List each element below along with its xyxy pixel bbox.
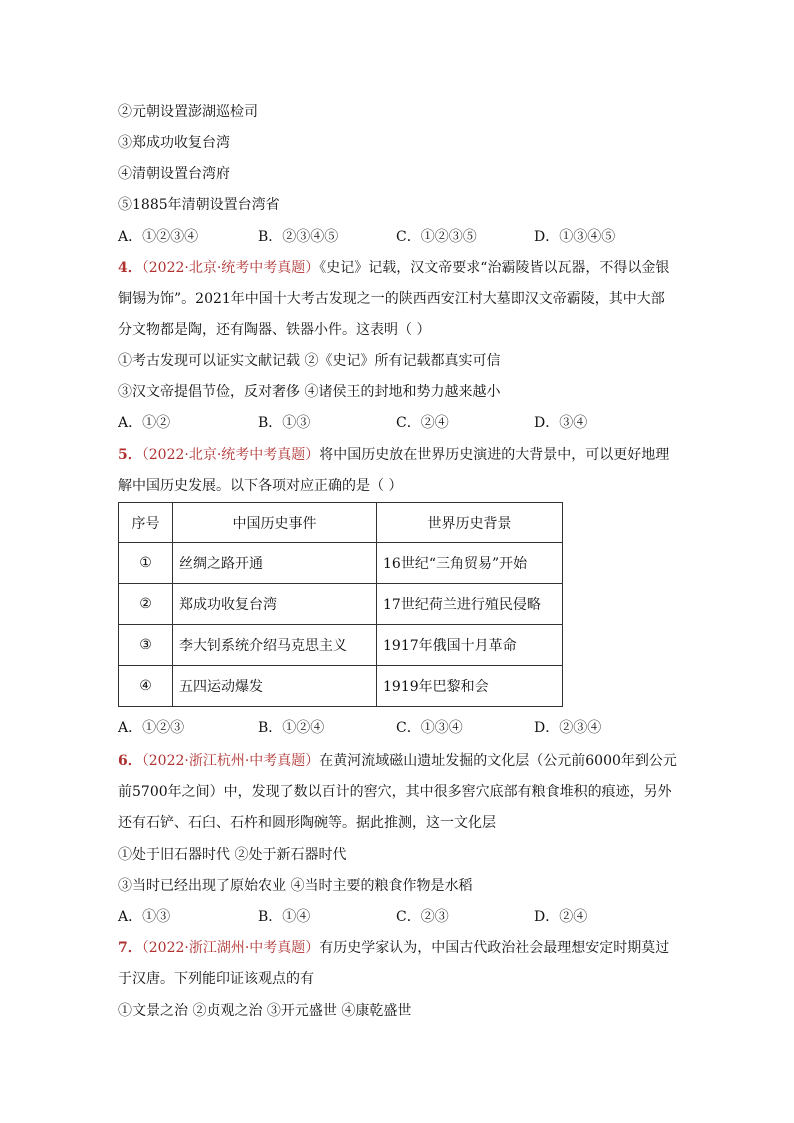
q6-items-line2: ③当时已经出现了原始农业 ④当时主要的粮食作物是水稻 [118,878,473,894]
q5-stem-line2: 解中国历史发展。以下各项对应正确的是（ ） [118,478,403,494]
q5-option-d[interactable]: D．②③④ [534,720,602,736]
q4-source: （2022·北京·统考中考真题） [141,260,320,276]
q7-items-line1: ①文景之治 ②贞观之治 ③开元盛世 ④康乾盛世 [118,1003,412,1019]
q6-number: 6． [118,753,142,769]
table-cell-index: ② [119,584,173,625]
q4-option-c[interactable]: C．②④ [396,415,449,431]
table-row [119,584,563,625]
q4-option-b[interactable]: B．①③ [258,415,311,431]
table-cell-index: ③ [119,625,173,666]
q6-option-d[interactable]: D．②④ [534,909,588,925]
q6-options [118,907,638,927]
q3-item-3: ③郑成功收复台湾 [118,135,230,151]
q4-stem-line2: 铜锡为饰”。2021年中国十大考古发现之一的陕西西安江村大墓即汉文帝霸陵，其中大部 [118,291,665,307]
q4-items-line1: ①考古发现可以证实文献记载 ②《史记》所有记载都真实可信 [118,353,501,369]
q4-stem-line3: 分文物都是陶，还有陶器、铁器小件。这表明（ ） [118,322,431,338]
q6-stem-text: 在黄河流域磁山遗址发掘的文化层（公元前6000年到公元 [319,753,677,769]
q6-stem-line3: 还有石铲、石臼、石杵和圆形陶碗等。据此推测，这一文化层 [118,815,496,831]
q4-option-d[interactable]: D．③④ [534,415,588,431]
q5-option-b[interactable]: B．①②④ [258,720,325,736]
table-cell-index: ① [119,543,173,584]
q5-number: 5． [118,447,142,463]
q6-stem-line1 [118,751,677,771]
q5-options [118,718,638,738]
q3-option-b[interactable]: B．②③④⑤ [258,229,339,245]
table-cell-china: 五四运动爆发 [173,666,377,707]
q3-item-4: ④清朝设置台湾府 [118,166,230,182]
q6-source: （2022·浙江杭州·中考真题） [141,753,320,769]
q5-option-a[interactable]: A．①②③ [118,720,185,736]
table-row [119,666,563,707]
q4-number: 4． [118,260,142,276]
q3-option-d[interactable]: D．①③④⑤ [534,229,616,245]
q4-items-line2: ③汉文帝提倡节俭，反对奢侈 ④诸侯王的封地和势力越来越小 [118,384,501,400]
q3-option-c[interactable]: C．①②③⑤ [396,229,477,245]
q4-stem-text: 《史记》记载，汉文帝要求“治霸陵皆以瓦器，不得以金银 [319,260,670,276]
q6-items-line1: ①处于旧石器时代 ②处于新石器时代 [118,847,347,863]
q7-stem-line2: 于汉唐。下列能印证该观点的有 [118,971,314,987]
table-cell-world: 1917年俄国十月革命 [377,625,563,666]
table-header-china: 中国历史事件 [173,503,377,543]
q6-option-c[interactable]: C．②③ [396,909,449,925]
q6-option-b[interactable]: B．①④ [258,909,311,925]
q7-stem-text: 有历史学家认为，中国古代政治社会最理想安定时期莫过 [319,940,670,956]
q6-option-a[interactable]: A．①③ [118,909,171,925]
table-header-world: 世界历史背景 [377,503,563,543]
table-row [119,543,563,584]
q3-item-5: ⑤1885年清朝设置台湾省 [118,197,280,213]
q6-stem-line2: 前5700年之间）中，发现了数以百计的窖穴，其中很多窖穴底部有粮食堆积的痕迹，另外 [118,784,672,800]
q5-stem-text: 将中国历史放在世界历史演进的大背景中，可以更好地理 [319,447,670,463]
q3-options [118,227,638,247]
q7-number: 7． [118,940,142,956]
q3-item-2: ②元朝设置澎湖巡检司 [118,104,258,120]
q3-option-a[interactable]: A．①②③④ [118,229,199,245]
table-row [119,625,563,666]
table-header-index: 序号 [119,503,173,543]
table-cell-world: 17世纪荷兰进行殖民侵略 [377,584,563,625]
q5-events-table [118,502,563,707]
q7-source: （2022·浙江湖州·中考真题） [141,940,320,956]
table-cell-china: 郑成功收复台湾 [173,584,377,625]
q4-stem-line1 [118,258,669,278]
table-cell-world: 16世纪“三角贸易”开始 [377,543,563,584]
table-cell-china: 李大钊系统介绍马克思主义 [173,625,377,666]
table-cell-world: 1919年巴黎和会 [377,666,563,707]
q7-stem-line1 [118,938,669,958]
q4-options [118,413,638,433]
table-cell-china: 丝绸之路开通 [173,543,377,584]
q5-source: （2022·北京·统考中考真题） [141,447,320,463]
q5-stem-line1 [118,445,669,465]
q4-option-a[interactable]: A．①② [118,415,171,431]
q5-option-c[interactable]: C．①③④ [396,720,463,736]
table-header-row [119,503,563,543]
table-cell-index: ④ [119,666,173,707]
